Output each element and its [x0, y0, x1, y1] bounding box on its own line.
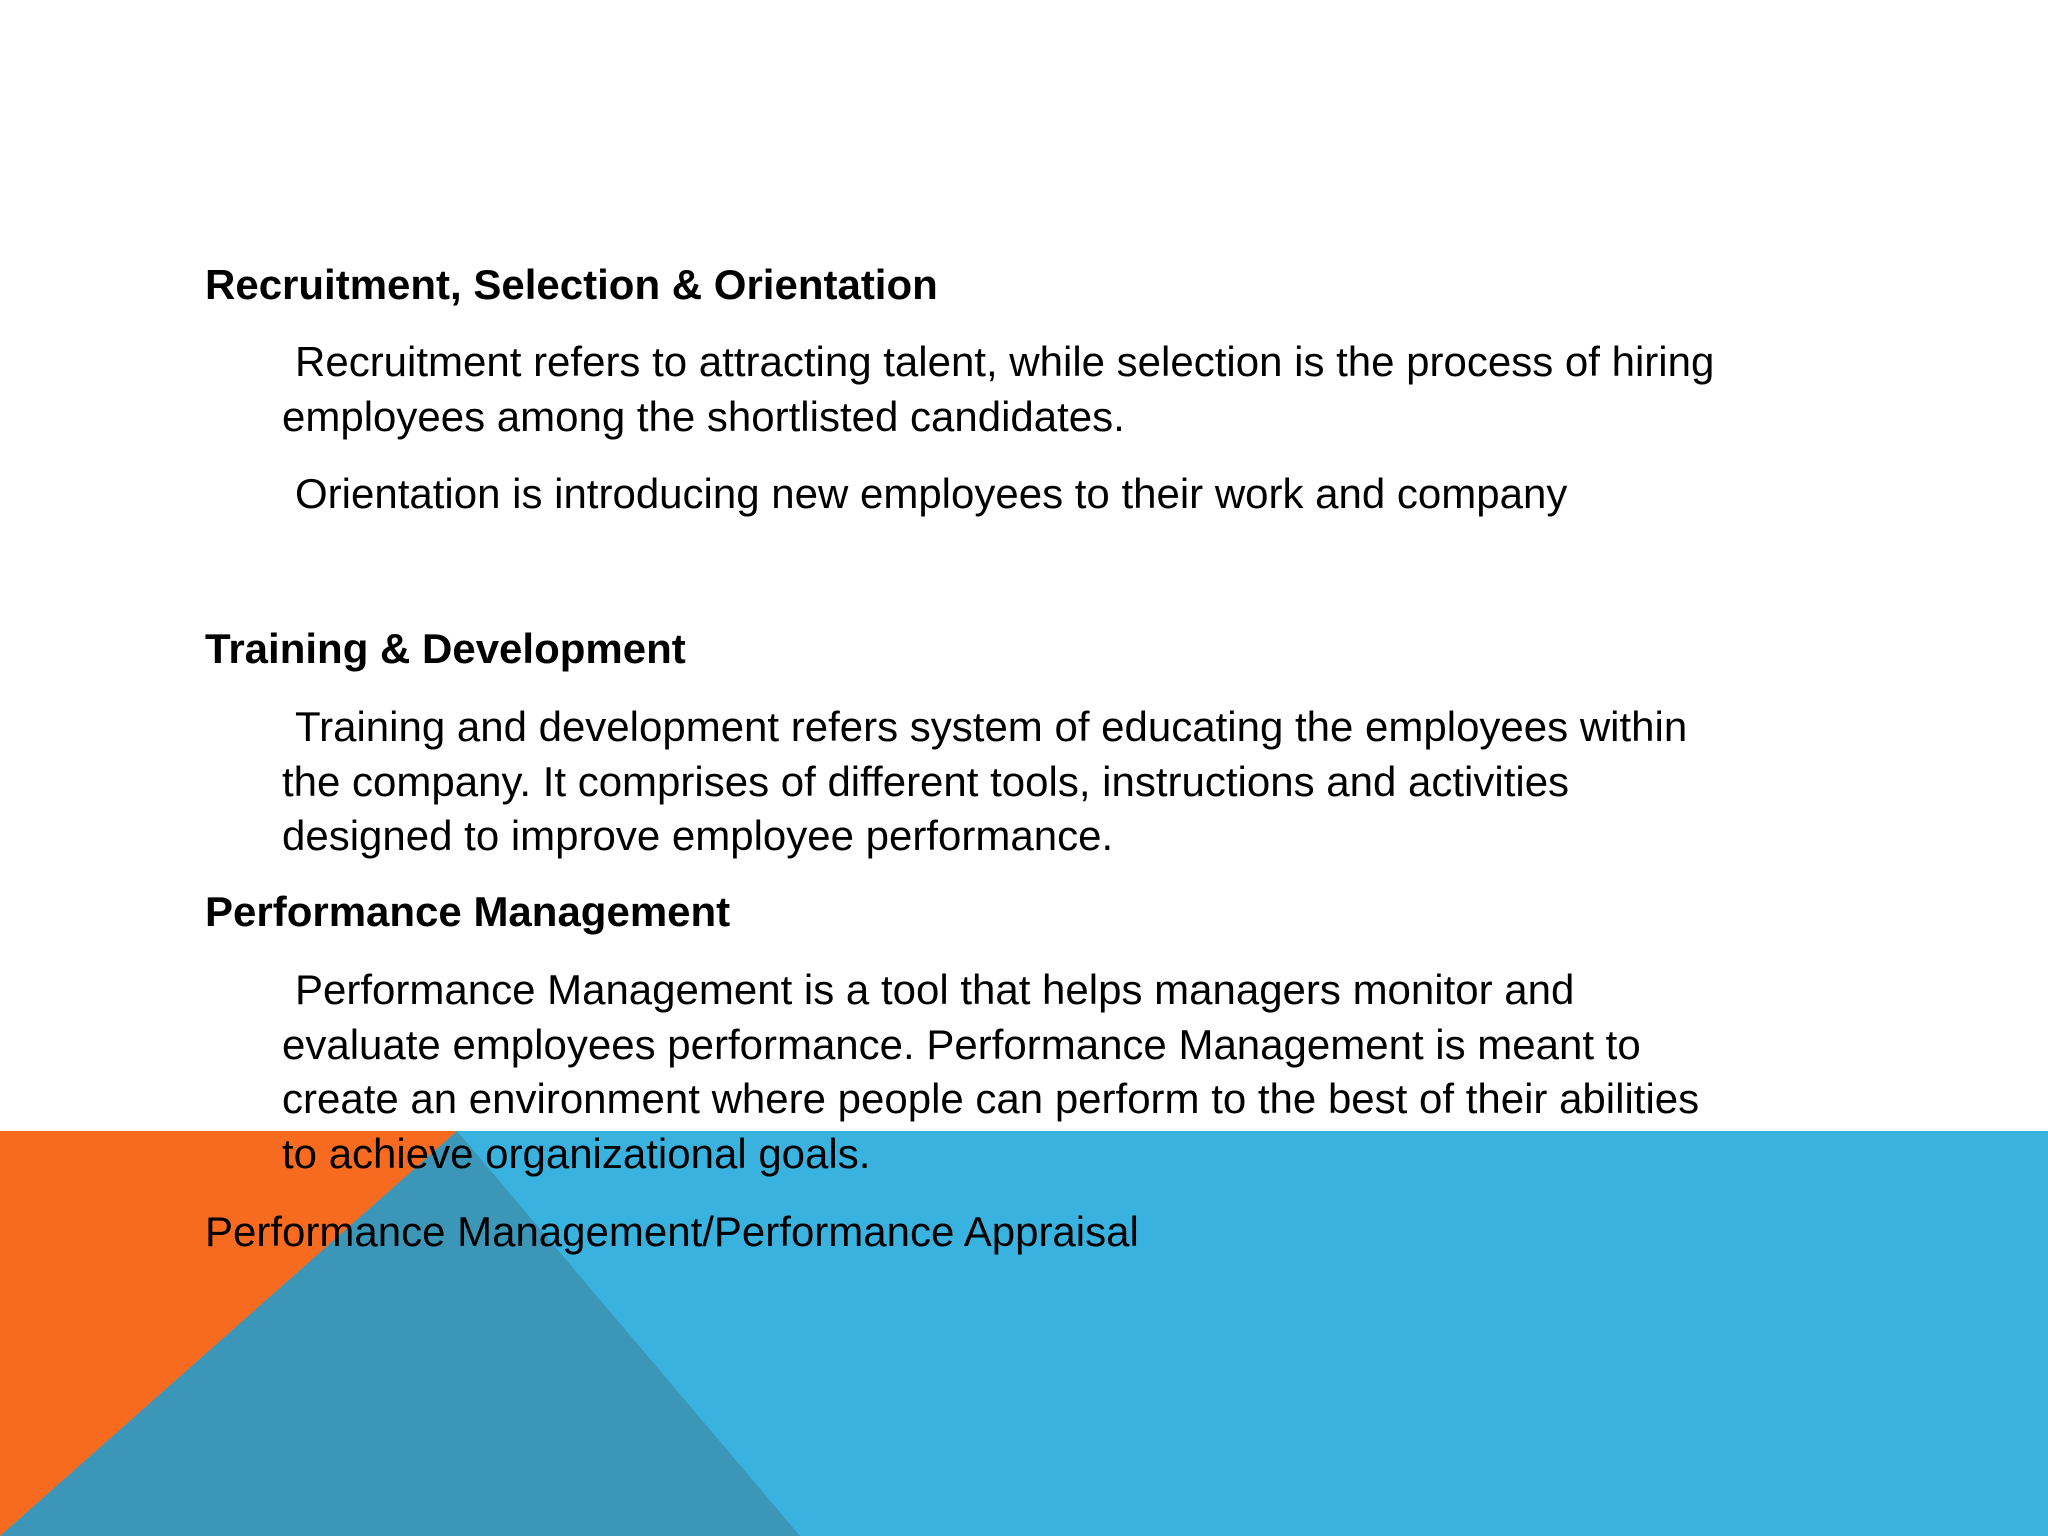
- text-line: the company. It comprises of different tools, instructions and activities: [282, 757, 1570, 805]
- text-line: Recruitment refers to attracting talent, while selection is the process of hiring: [295, 338, 1715, 385]
- text-line: to achieve organizational goals.: [282, 1129, 871, 1177]
- paragraph-training: [282, 700, 1687, 864]
- text-line: Training and development refers system of educating the employees within: [295, 703, 1688, 750]
- text-line: evaluate employees performance. Performance Management is meant to: [282, 1020, 1641, 1068]
- text-line: employees among the shortlisted candidates.: [282, 392, 1125, 440]
- heading-training: Training & Development: [205, 625, 686, 672]
- heading-performance: Performance Management: [205, 888, 731, 935]
- text-line: Orientation is introducing new employees to their work and company: [295, 470, 1568, 517]
- text-line: designed to improve employee performance.: [282, 812, 1114, 859]
- heading-recruitment: Recruitment, Selection & Orientation: [205, 261, 938, 308]
- performance-appraisal-line: Performance Management/Performance Appraisal: [205, 1208, 1139, 1255]
- paragraph-orientation: [282, 467, 1567, 522]
- paragraph-performance: [282, 963, 1699, 1181]
- text-line: Performance Management is a tool that helps managers monitor and: [295, 966, 1575, 1013]
- paragraph-recruitment: [282, 335, 1714, 444]
- text-line: create an environment where people can perform to the best of their abilities: [282, 1075, 1700, 1122]
